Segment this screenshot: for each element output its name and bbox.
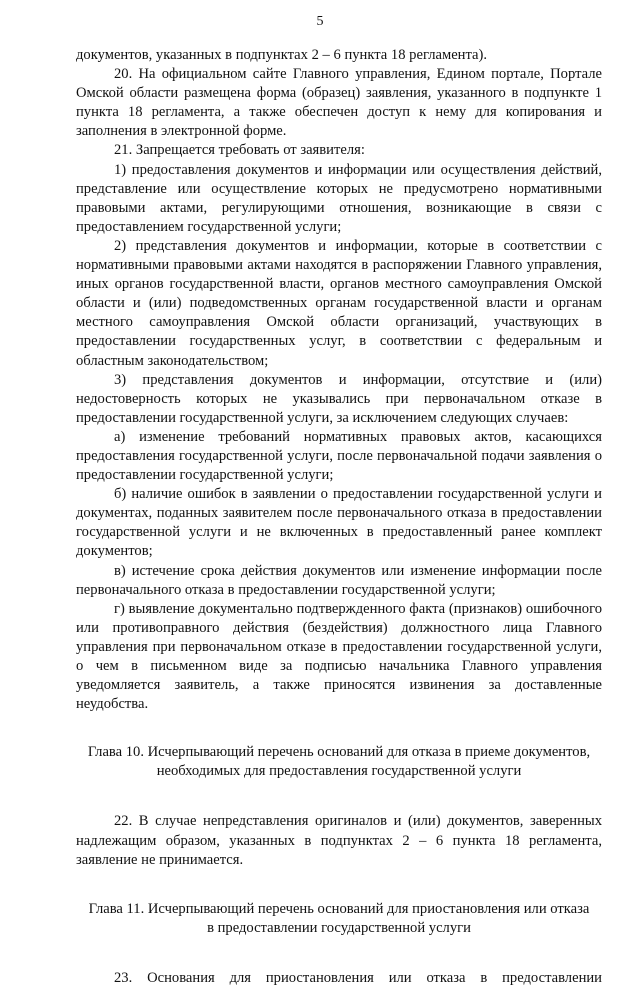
paragraph-19-continuation: документов, указанных в подпунктах 2 – 6 пункта 18 регламента). [76,47,488,63]
paragraph-20: 20. На официальном сайте Главного управления, Едином портале, Портале Омской области размещена форма (образец) заявления, указанного в подпункте 1 пункта 18 регламента, а также обеспечен доступ к нему для копирования и заполнения в электронной форме. [76,66,602,140]
page-number: 5 [316,14,324,29]
chapter-11-heading [76,900,602,938]
paragraph-21-item-2: 2) представления документов и информации, которые в соответствии с нормативными правовыми актами находятся в распоряжении Главного управления, иных органов государственной власти, органов местного самоуправления Омской области и (или) подведомственных органам государственной власти и органам местного самоуправления Омской области организаций, участвующих в предоставлении государственных услуг, в соответствии с федеральным и областным законодательством; [76,237,602,369]
paragraph-21-subitem-g: г) выявление документально подтвержденного факта (признаков) ошибочного или противоправного действия (бездействия) должностного лица Главного управления при первоначальном отказе в предоставлении государственной услуги, о чем в письменном виде за подписью начальника Главного управления уведомляется заявитель, а также приносятся извинения за доставленные неудобства. [76,600,602,713]
paragraph-22: 22. В случае непредставления оригиналов и (или) документов, заверенных надлежащим образом, указанных в подпунктах 2 – 6 пункта 18 регламента, заявление не принимается. [76,813,602,868]
paragraph-21-subitem-a: а) изменение требований нормативных правовых актов, касающихся предоставления государственной услуги, после первоначальной подачи заявления о предоставлении государственной услуги; [76,428,602,484]
paragraph-21-item-1: 1) предоставления документов и информации или осуществления действий, представление или осуществление которых не предусмотрено нормативными правовыми актами, регулирующими отношения, возникающие в связи с предоставлением государственной услуги; [76,161,602,235]
paragraph-21-item-3: 3) представления документов и информации, отсутствие и (или) недостоверность которых не указывались при первоначальном отказе в предоставлении государственной услуги, за исключением следующих случаев: [76,371,602,426]
chapter-10-heading [76,743,602,781]
paragraph-21-subitem-b: б) наличие ошибок в заявлении о предоставлении государственной услуги и документах, поданных заявителем после первоначального отказа в предоставлении государственной услуги и не включенных в предоставленный ранее комплект документов; [76,486,602,560]
chapter-10-heading-line-1: Глава 10. Исчерпывающий перечень оснований для отказа в приеме документов, [87,744,591,761]
paragraph-21-subitem-v: в) истечение срока действия документов или изменение информации после первоначального отказа в предоставлении государственной услуги; [76,562,602,598]
paragraph-23: 23. Основания для приостановления или отказа в предоставлении [114,969,602,986]
chapter-10-heading-line-2: необходимых для предоставления государственной услуги [156,763,522,780]
document-body [76,46,602,988]
chapter-11-heading-line-2: в предоставлении государственной услуги [207,919,471,936]
chapter-11-heading-line-1: Глава 11. Исчерпывающий перечень оснований для приостановления или отказа [88,900,590,917]
paragraph-21: 21. Запрещается требовать от заявителя: [114,142,365,159]
